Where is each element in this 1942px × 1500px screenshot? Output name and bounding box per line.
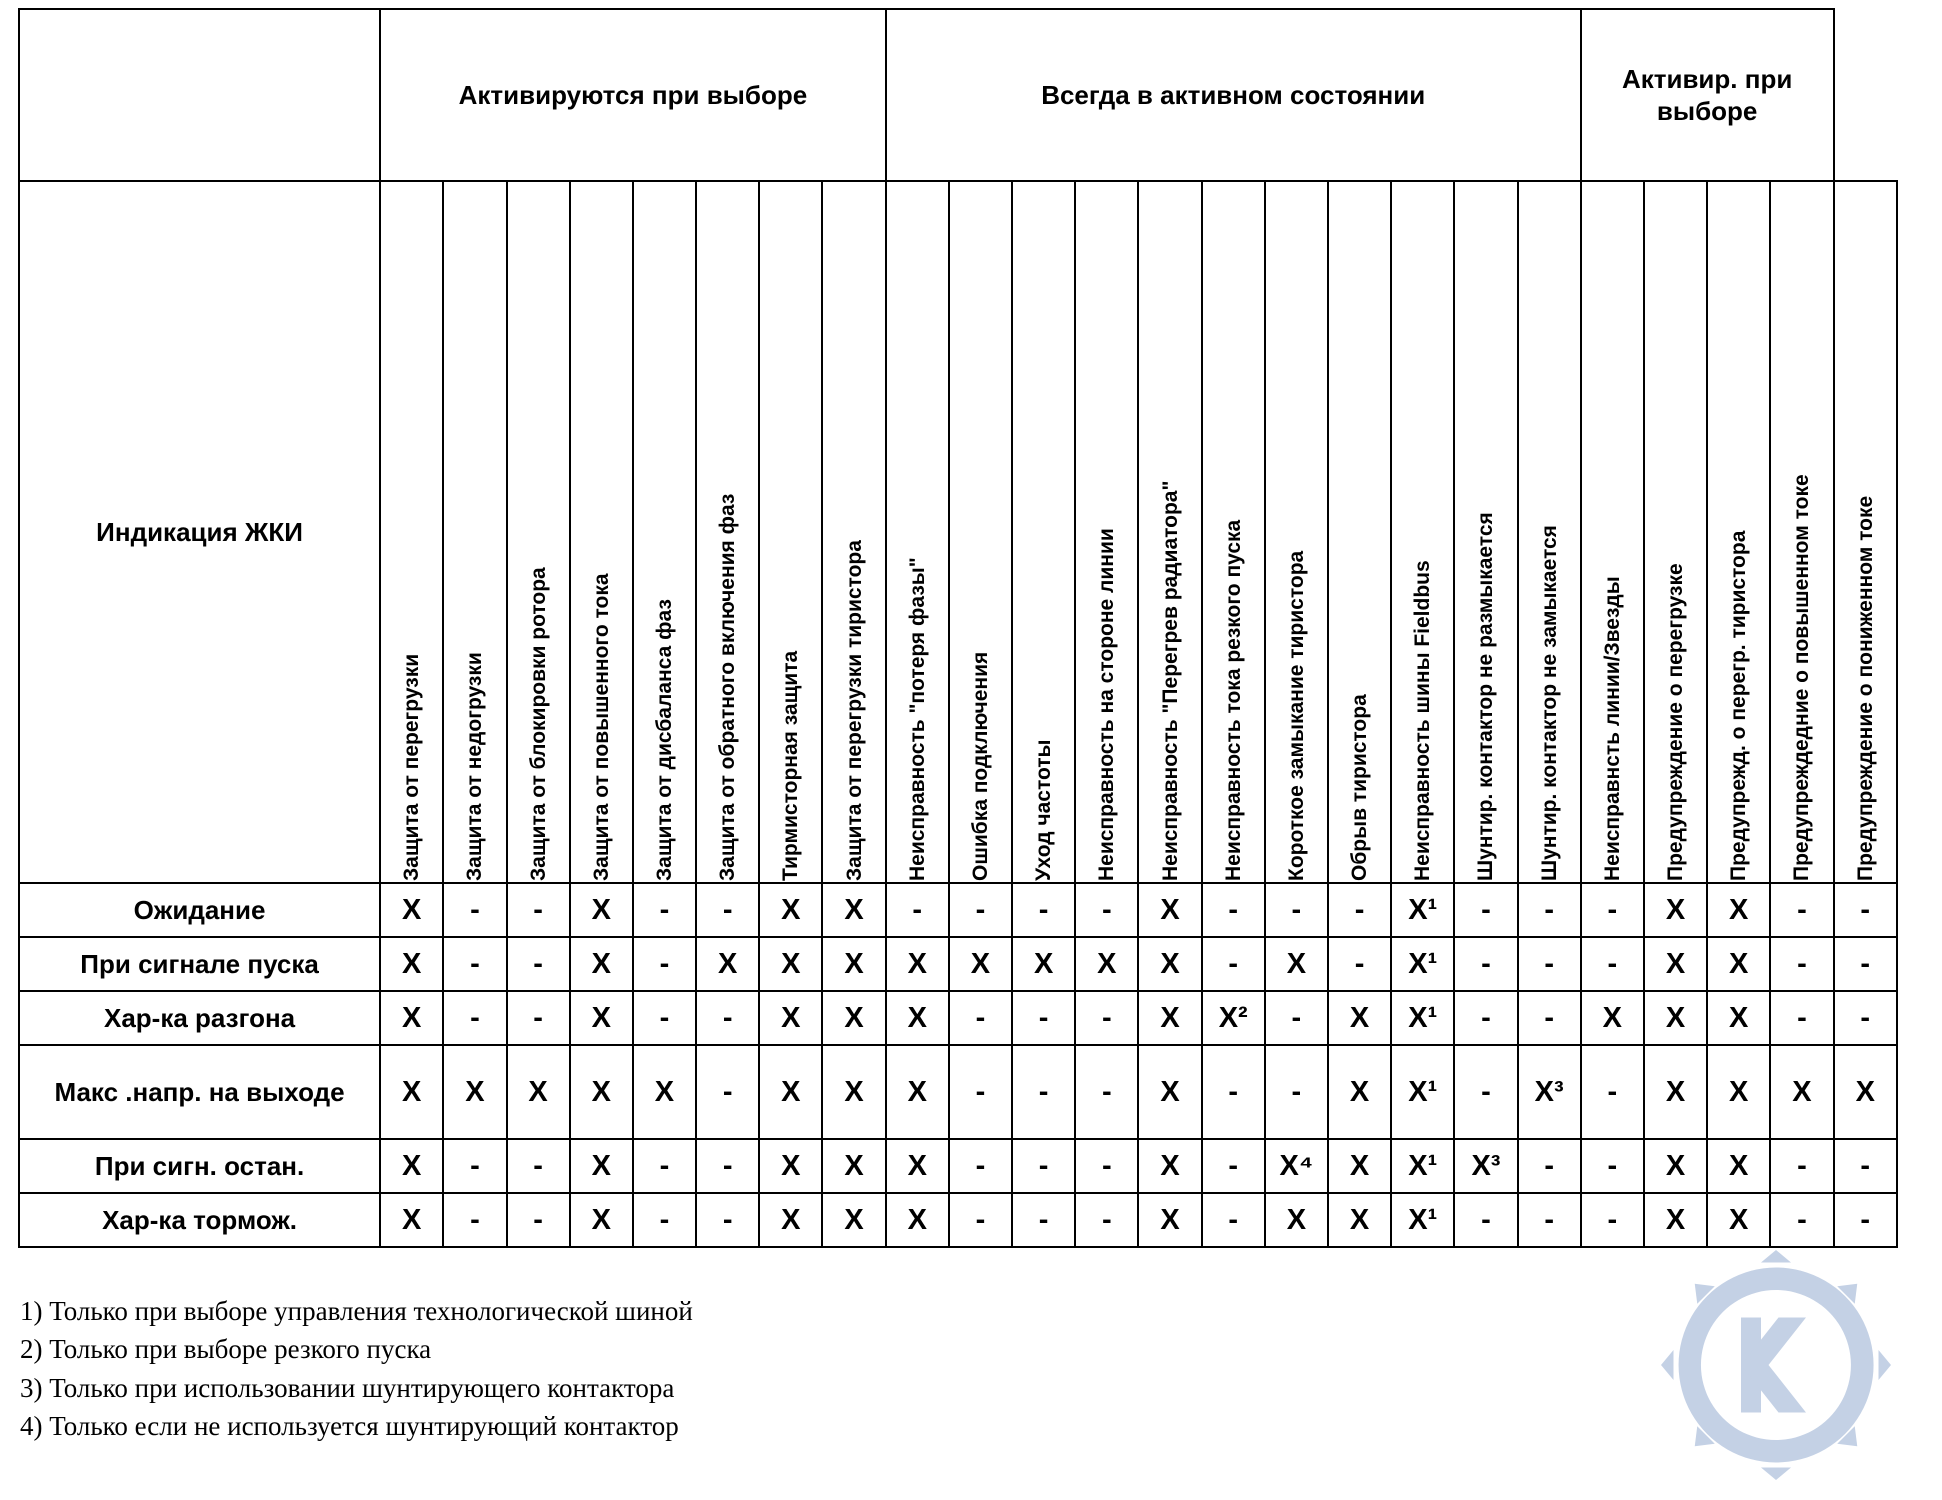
cell: - <box>1012 991 1075 1045</box>
cell: - <box>1012 883 1075 937</box>
cell: X <box>1834 1045 1897 1139</box>
cell: X¹ <box>1391 991 1454 1045</box>
col-head-18-label: Шунтир. контактор не замыкается <box>1537 525 1561 881</box>
cell: - <box>1518 937 1581 991</box>
cell: X <box>1707 1045 1770 1139</box>
cell: X <box>1138 937 1201 991</box>
col-head-22-label: Предупреждедние о повышенном токе <box>1790 474 1814 881</box>
cell: - <box>1834 1193 1897 1247</box>
cell: X <box>822 1139 885 1193</box>
cell: - <box>696 991 759 1045</box>
cell: X <box>1644 1045 1707 1139</box>
cell: - <box>443 883 506 937</box>
cell: - <box>507 883 570 937</box>
column-header-row <box>19 181 1897 883</box>
col-head-13-label: Неисправность тока резкого пуска <box>1221 519 1245 881</box>
cell: - <box>1265 883 1328 937</box>
col-head-15-label: Обрыв тиристора <box>1348 694 1372 881</box>
col-head-11 <box>1075 181 1138 883</box>
cell: - <box>1770 1139 1833 1193</box>
cell: - <box>1454 991 1517 1045</box>
cell: - <box>1770 883 1833 937</box>
footnote-3: 3) Только при использовании шунтирующего контактора <box>20 1372 675 1403</box>
cell: - <box>1075 883 1138 937</box>
cell: X <box>380 883 443 937</box>
col-head-20 <box>1644 181 1707 883</box>
cell: X <box>949 937 1012 991</box>
cell: - <box>1770 1193 1833 1247</box>
cell: X¹ <box>1391 883 1454 937</box>
cell: - <box>696 883 759 937</box>
cell: - <box>443 937 506 991</box>
cell: X <box>1581 991 1644 1045</box>
cell: X <box>1707 883 1770 937</box>
cell: X⁴ <box>1265 1139 1328 1193</box>
cell: X <box>1644 937 1707 991</box>
col-head-3 <box>570 181 633 883</box>
col-head-23-label: Предупреждение о пониженном токе <box>1853 495 1877 881</box>
col-head-2-label: Защита от блокировки ротора <box>526 567 550 881</box>
cell: X <box>822 991 885 1045</box>
cell: X <box>570 883 633 937</box>
cell: - <box>1265 1045 1328 1139</box>
cell: X <box>1012 937 1075 991</box>
col-head-15 <box>1328 181 1391 883</box>
col-head-4-label: Защита от дисбаланса фаз <box>652 599 676 881</box>
table-row <box>19 937 1897 991</box>
col-head-16-label: Неисправность шины Fieldbus <box>1411 560 1435 881</box>
cell: - <box>1454 1193 1517 1247</box>
row-label: Хар-ка разгона <box>19 991 380 1045</box>
cell: X <box>759 1045 822 1139</box>
cell: - <box>1202 937 1265 991</box>
table-row <box>19 1193 1897 1247</box>
cell: X¹ <box>1391 1139 1454 1193</box>
cell: - <box>1518 991 1581 1045</box>
cell: - <box>1834 991 1897 1045</box>
cell: X <box>380 1045 443 1139</box>
col-head-2 <box>507 181 570 883</box>
cell: X <box>759 1139 822 1193</box>
cell: X <box>759 937 822 991</box>
col-head-22 <box>1770 181 1833 883</box>
cell: X <box>1644 1139 1707 1193</box>
cell: - <box>507 937 570 991</box>
cell: - <box>696 1193 759 1247</box>
corner-blank <box>19 9 380 181</box>
cell: - <box>1770 937 1833 991</box>
cell: X <box>570 1193 633 1247</box>
cell: X³ <box>1518 1045 1581 1139</box>
lcd-indication-matrix <box>18 8 1898 1248</box>
cell: X <box>1644 1193 1707 1247</box>
cell: X <box>570 1139 633 1193</box>
cell: X <box>507 1045 570 1139</box>
cell: X <box>1138 1193 1201 1247</box>
cell: - <box>1202 1045 1265 1139</box>
cell: X <box>1707 1139 1770 1193</box>
col-head-23 <box>1834 181 1897 883</box>
group-header-activated-on-select-2: Активир. при выборе <box>1581 9 1834 181</box>
row-label: Макс .напр. на выходе <box>19 1045 380 1139</box>
cell: - <box>1012 1045 1075 1139</box>
col-head-4 <box>633 181 696 883</box>
cell: X <box>759 883 822 937</box>
cell: - <box>507 1139 570 1193</box>
table-row <box>19 883 1897 937</box>
col-head-21-label: Предупрежд. о перегр. тиристора <box>1727 530 1751 881</box>
cell: - <box>633 1193 696 1247</box>
cell: X <box>1138 883 1201 937</box>
cell: - <box>1202 1193 1265 1247</box>
cell: - <box>1834 937 1897 991</box>
col-head-9 <box>949 181 1012 883</box>
cell: - <box>507 1193 570 1247</box>
col-head-8 <box>886 181 949 883</box>
col-head-3-label: Защита от повышенного тока <box>589 573 613 881</box>
col-head-10-label: Уход частоты <box>1032 739 1056 881</box>
cell: X <box>633 1045 696 1139</box>
cell: - <box>1328 883 1391 937</box>
col-head-11-label: Неисправность на стороне линии <box>1095 528 1119 881</box>
cell: X <box>1328 1139 1391 1193</box>
cell: - <box>1518 1139 1581 1193</box>
cell: - <box>1012 1193 1075 1247</box>
col-head-20-label: Предупреждение о перегрузке <box>1664 563 1688 881</box>
cell: - <box>633 991 696 1045</box>
cell: - <box>949 1045 1012 1139</box>
cell: X <box>1707 1193 1770 1247</box>
cell: X <box>1707 937 1770 991</box>
cell: X <box>1707 991 1770 1045</box>
cell: X <box>570 937 633 991</box>
col-head-19-label: Неисправнсть линии/Звезды <box>1600 576 1624 881</box>
cell: - <box>886 883 949 937</box>
cell: X <box>886 991 949 1045</box>
col-head-21 <box>1707 181 1770 883</box>
cell: X <box>1265 1193 1328 1247</box>
cell: - <box>1328 937 1391 991</box>
cell: - <box>1202 883 1265 937</box>
cell: X <box>1328 1045 1391 1139</box>
cell: X¹ <box>1391 937 1454 991</box>
cell: - <box>949 1139 1012 1193</box>
cell: - <box>1202 1139 1265 1193</box>
col-head-1-label: Защита от недогрузки <box>463 652 487 881</box>
cell: - <box>1581 937 1644 991</box>
col-head-12-label: Неисправность "Перегрев радиатора" <box>1158 480 1182 881</box>
cell: X² <box>1202 991 1265 1045</box>
cell: X <box>886 1139 949 1193</box>
cell: X <box>380 991 443 1045</box>
footnote-4: 4) Только если не используется шунтирующий контактор <box>20 1410 679 1441</box>
cell: - <box>1454 883 1517 937</box>
group-header-always-active: Всегда в активном состоянии <box>886 9 1581 181</box>
cell: - <box>1265 991 1328 1045</box>
table-row <box>19 1139 1897 1193</box>
col-head-18 <box>1518 181 1581 883</box>
row-label: Хар-ка тормож. <box>19 1193 380 1247</box>
col-head-14-label: Короткое замыкание тиристора <box>1284 550 1308 881</box>
col-head-6-label: Тирмисторная защита <box>779 650 803 881</box>
table-row <box>19 991 1897 1045</box>
cell: X <box>443 1045 506 1139</box>
cell: - <box>1834 883 1897 937</box>
cell: - <box>507 991 570 1045</box>
cell: - <box>1075 1139 1138 1193</box>
cell: X <box>1138 1045 1201 1139</box>
cell: - <box>1581 1139 1644 1193</box>
cell: - <box>1012 1139 1075 1193</box>
col-head-7 <box>822 181 885 883</box>
cell: - <box>1518 883 1581 937</box>
table-sheet <box>18 8 1898 1248</box>
cell: - <box>1770 991 1833 1045</box>
row-label: При сигнале пуска <box>19 937 380 991</box>
cell: - <box>443 991 506 1045</box>
cell: X¹ <box>1391 1193 1454 1247</box>
cell: - <box>633 937 696 991</box>
cell: - <box>949 883 1012 937</box>
cell: X <box>380 1139 443 1193</box>
col-head-5 <box>696 181 759 883</box>
table-row <box>19 1045 1897 1139</box>
cell: - <box>1581 883 1644 937</box>
col-head-0 <box>380 181 443 883</box>
cell: - <box>949 991 1012 1045</box>
cell: X <box>380 1193 443 1247</box>
group-header-activated-on-select: Активируются при выборе <box>380 9 886 181</box>
footnote-1: 1) Только при выборе управления технологической шиной <box>20 1296 693 1326</box>
watermark-logo <box>1646 1240 1906 1490</box>
cell: - <box>1518 1193 1581 1247</box>
cell: X <box>822 1193 885 1247</box>
row-label: Ожидание <box>19 883 380 937</box>
cell: X <box>886 1193 949 1247</box>
cell: X <box>380 937 443 991</box>
cell: - <box>633 1139 696 1193</box>
col-head-14 <box>1265 181 1328 883</box>
cell: X <box>759 1193 822 1247</box>
row-label: При сигн. остан. <box>19 1139 380 1193</box>
cell: X <box>886 937 949 991</box>
cell: - <box>1075 991 1138 1045</box>
cell: - <box>1454 1045 1517 1139</box>
cell: X <box>570 991 633 1045</box>
col-head-0-label: Защита от перегрузки <box>400 653 424 881</box>
cell: X <box>1770 1045 1833 1139</box>
cell: - <box>949 1193 1012 1247</box>
cell: X <box>1328 991 1391 1045</box>
cell: X <box>822 937 885 991</box>
cell: X <box>759 991 822 1045</box>
cell: - <box>1454 937 1517 991</box>
cell: X <box>1328 1193 1391 1247</box>
cell: - <box>1834 1139 1897 1193</box>
col-head-17 <box>1454 181 1517 883</box>
cell: X <box>822 883 885 937</box>
cell: - <box>696 1045 759 1139</box>
cell: X <box>1138 991 1201 1045</box>
col-head-7-label: Защита от перегрузки тиристора <box>842 540 866 881</box>
cell: - <box>443 1193 506 1247</box>
footnote-2: 2) Только при выборе резкого пуска <box>20 1334 432 1365</box>
col-head-12 <box>1138 181 1201 883</box>
cell: X³ <box>1454 1139 1517 1193</box>
col-head-13 <box>1202 181 1265 883</box>
col-head-6 <box>759 181 822 883</box>
col-head-5-label: Защита от обратного включения фаз <box>716 493 740 881</box>
col-head-16 <box>1391 181 1454 883</box>
col-head-8-label: Неисправность "потеря фазы" <box>905 557 929 881</box>
cell: - <box>443 1139 506 1193</box>
col-head-9-label: Ошибка подключения <box>968 651 992 881</box>
col-head-19 <box>1581 181 1644 883</box>
cell: - <box>1581 1193 1644 1247</box>
cell: X <box>1644 883 1707 937</box>
cell: X <box>1644 991 1707 1045</box>
cell: - <box>1075 1193 1138 1247</box>
footnotes <box>20 1292 1320 1445</box>
cell: X¹ <box>1391 1045 1454 1139</box>
corner-label: Индикация ЖКИ <box>19 181 380 883</box>
col-head-1 <box>443 181 506 883</box>
cell: X <box>1075 937 1138 991</box>
group-header-row <box>19 9 1897 181</box>
cell: X <box>570 1045 633 1139</box>
col-head-17-label: Шунтир. контактор не размыкается <box>1474 512 1498 881</box>
col-head-10 <box>1012 181 1075 883</box>
cell: X <box>886 1045 949 1139</box>
cell: - <box>1075 1045 1138 1139</box>
cell: - <box>633 883 696 937</box>
cell: X <box>696 937 759 991</box>
cell: X <box>822 1045 885 1139</box>
cell: - <box>1581 1045 1644 1139</box>
cell: X <box>1138 1139 1201 1193</box>
cell: - <box>696 1139 759 1193</box>
cell: X <box>1265 937 1328 991</box>
